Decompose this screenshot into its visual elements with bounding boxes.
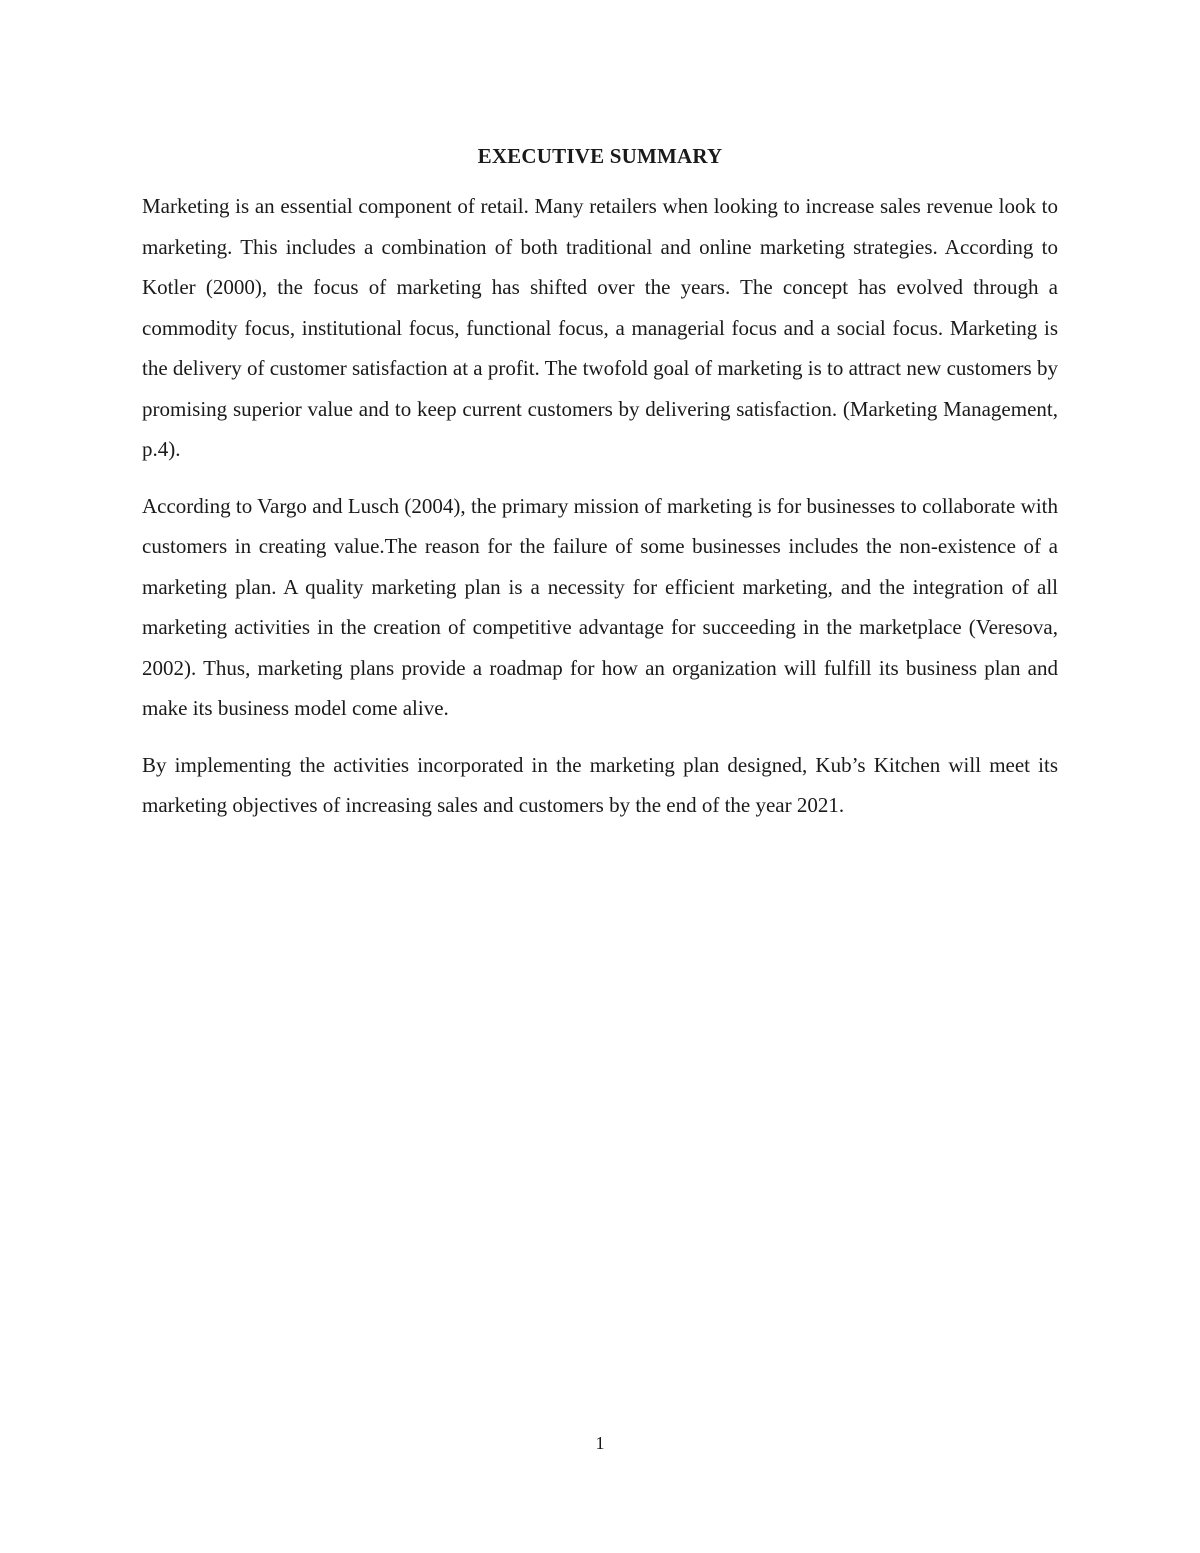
paragraph-3: By implementing the activities incorporated in the marketing plan designed, Kub’s Kitchen will meet its marketing objectives of increasing sales and customers by the end of the year 2021. (142, 752, 1058, 817)
page-title: EXECUTIVE SUMMARY (477, 144, 723, 168)
paragraph-1: Marketing is an essential component of retail. Many retailers when looking to increase sales revenue look to marketing. This includes a combination of both traditional and online marketing strategies. According to Kotler (2000), the focus of marketing has shifted over the years. The concept has evolved through a commodity focus, institutional focus, functional focus, a managerial focus and a social focus. Marketing is the delivery of customer satisfaction at a profit. The twofold goal of marketing is to attract new customers by promising superior value and to keep current customers by delivering satisfaction. (Marketing Management, p.4). (142, 194, 1058, 461)
page-number: 1 (595, 1433, 605, 1453)
document-body (142, 142, 1058, 842)
paragraph-2: According to Vargo and Lusch (2004), the primary mission of marketing is for businesses to collaborate with customers in creating value.The reason for the failure of some businesses includes the non-existence of a marketing plan. A quality marketing plan is a necessity for efficient marketing, and the integration of all marketing activities in the creation of competitive advantage for succeeding in the marketplace (Veresova, 2002). Thus, marketing plans provide a roadmap for how an organization will fulfill its business plan and make its business model come alive. (142, 493, 1058, 720)
